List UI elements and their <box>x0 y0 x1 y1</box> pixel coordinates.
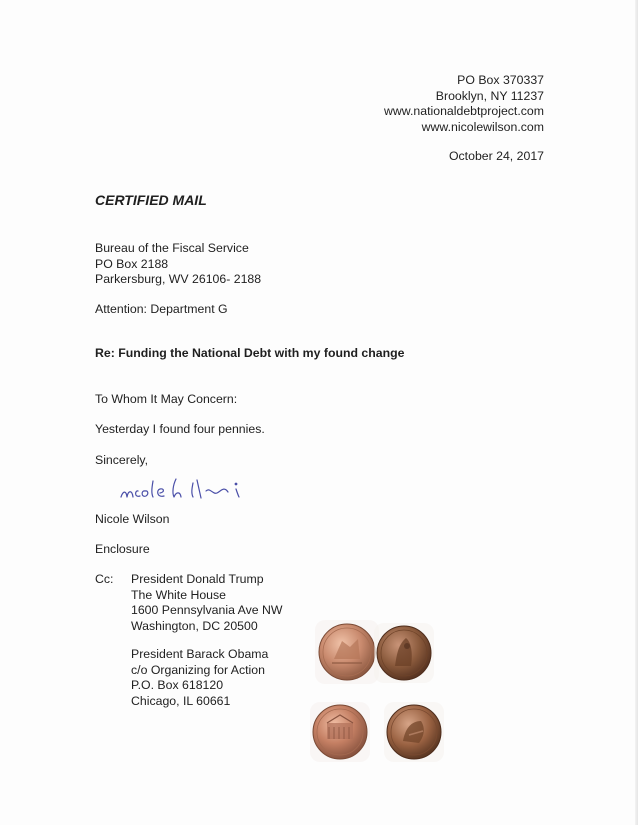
return-address-city: Brooklyn, NY 11237 <box>435 88 544 103</box>
handwritten-signature <box>118 471 278 505</box>
cc-recipient-address-line: P.O. Box 618120 <box>131 678 224 692</box>
return-address <box>384 73 544 135</box>
penny-1-graphic <box>314 619 380 685</box>
cc-recipient-address-line: c/o Organizing for Action <box>131 662 265 677</box>
cc-recipient-address-line: 1600 Pennsylvania Ave NW <box>131 603 283 617</box>
salutation: To Whom It May Concern: <box>95 392 238 406</box>
letter-date: October 24, 2017 <box>448 149 544 163</box>
cc-recipient-obama <box>131 647 268 709</box>
cc-recipient-address-line: Chicago, IL 60661 <box>131 693 231 708</box>
body-text: Yesterday I found four pennies. <box>95 422 265 436</box>
cc-recipient-address-line: Washington, DC 20500 <box>131 618 258 633</box>
cc-recipient-name: President Barack Obama <box>131 647 269 661</box>
penny-coin-2 <box>373 622 435 684</box>
signature-graphic <box>118 471 278 505</box>
return-address-website-2: www.nicolewilson.com <box>421 119 544 134</box>
penny-2-graphic <box>373 622 435 684</box>
cc-label: Cc: <box>95 572 114 586</box>
enclosure-note: Enclosure <box>95 542 150 556</box>
cc-recipient-name: President Donald Trump <box>131 572 264 586</box>
penny-3-graphic <box>309 701 371 763</box>
cc-recipient-trump <box>131 572 283 634</box>
recipient-name: Bureau of the Fiscal Service <box>95 241 249 255</box>
return-address-po-box: PO Box 370337 <box>457 73 544 87</box>
penny-coin-3 <box>309 701 371 763</box>
return-address-website-1: www.nationaldebtproject.com <box>384 104 544 118</box>
recipient-po-box: PO Box 2188 <box>95 256 169 271</box>
subject-line: Re: Funding the National Debt with my found change <box>95 346 405 360</box>
penny-coin-4 <box>383 701 445 763</box>
signer-name: Nicole Wilson <box>95 512 170 526</box>
certified-mail-heading: CERTIFIED MAIL <box>95 192 207 208</box>
recipient-address <box>95 241 261 288</box>
recipient-city: Parkersburg, WV 26106- 2188 <box>95 272 262 286</box>
penny-coin-1 <box>314 619 380 685</box>
penny-4-graphic <box>383 701 445 763</box>
cc-recipient-address-line: The White House <box>131 587 227 602</box>
closing: Sincerely, <box>95 453 149 467</box>
attention-line: Attention: Department G <box>95 302 228 316</box>
